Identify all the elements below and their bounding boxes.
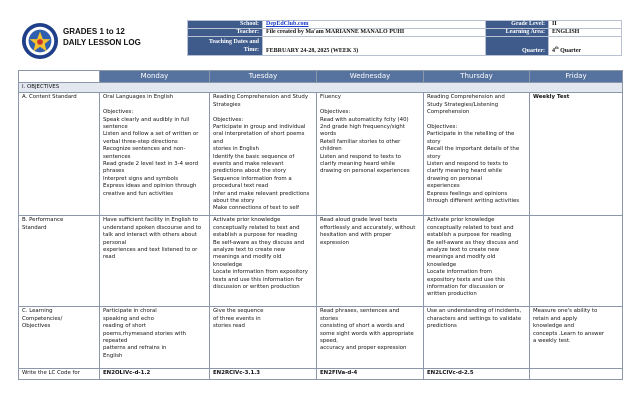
learning-competencies-thursday-line: predictions xyxy=(427,323,457,330)
content-standard-tuesday-line: procedural text read xyxy=(213,183,269,190)
lesson-log-table xyxy=(18,70,623,380)
quarter-value xyxy=(549,37,622,56)
performance-standard-monday-line: experiences and text listened to or xyxy=(103,247,198,254)
learning-competencies-row xyxy=(19,307,623,369)
performance-standard-wednesday-line: Read aloud grade level texts xyxy=(320,217,398,224)
lc-code-label: Write the LC Code for xyxy=(19,369,100,379)
content-standard-thursday-line: story xyxy=(427,153,441,160)
content-standard-tuesday-line: events and make relevant xyxy=(213,161,284,168)
content-standard-thursday-line xyxy=(427,117,526,124)
learning-competencies-friday-line: concepts .Learn to answer xyxy=(533,330,605,337)
performance-standard-label-line: Standard xyxy=(22,224,47,231)
performance-standard-label-line: B. Performance xyxy=(22,217,64,224)
learning-competencies-friday-line: Measure one's ability to xyxy=(533,308,598,315)
school-label: School: xyxy=(188,21,263,29)
content-standard-tuesday-line: Infer and make relevant predictions xyxy=(213,190,310,197)
performance-standard-tuesday-line: Activate prior knowledge xyxy=(213,217,281,224)
performance-standard-tuesday-line: conceptually related to text and xyxy=(213,224,300,231)
performance-standard-monday-line: understand spoken discourse and to xyxy=(103,224,202,231)
learning-competencies-label-line: C. Learning xyxy=(22,308,53,315)
lc-code-thursday: EN2LCIVc-d-2.5 xyxy=(424,369,530,379)
teaching-dates-label xyxy=(188,37,263,56)
content-standard-tuesday-line: Objectives: xyxy=(213,116,244,123)
content-standard-monday-line: verbal three-step directions xyxy=(103,138,178,145)
content-standard-wednesday-line: Retell familiar stories to other xyxy=(320,138,401,145)
content-standard-thursday-line: experiences xyxy=(427,183,460,190)
learning-competencies-wednesday-line: consisting of short a words and xyxy=(320,323,405,330)
content-standard-wednesday-line: children xyxy=(320,146,342,153)
performance-standard-friday xyxy=(530,216,623,307)
day-header-thursday: Thursday xyxy=(424,71,530,83)
learning-competencies-monday-line: repeated xyxy=(103,338,128,345)
content-standard-wednesday-line xyxy=(320,102,420,109)
learning-competencies-friday-line: a weekly test. xyxy=(533,338,571,345)
content-standard-monday-line: sentences xyxy=(103,153,131,160)
performance-standard-tuesday-line: analyze text to create new xyxy=(213,247,286,254)
content-standard-tuesday-line: Strategies xyxy=(213,101,241,108)
performance-standard-row xyxy=(19,216,623,307)
learning-competencies-wednesday-line: speed, xyxy=(320,338,338,345)
day-header-tuesday: Tuesday xyxy=(210,71,317,83)
daily-lesson-log-page xyxy=(18,20,622,377)
content-standard-tuesday-line: about the story xyxy=(213,198,255,205)
corner-cell xyxy=(19,71,100,83)
performance-standard-thursday-line: establish a purpose for reading xyxy=(427,232,512,239)
performance-standard-thursday-line: Activate prior knowledge xyxy=(427,217,495,224)
content-standard-thursday-line: Objectives: xyxy=(427,124,458,131)
content-standard-wednesday-line: Listen and respond to texts to xyxy=(320,153,401,160)
content-standard-friday-line: Weekly Test xyxy=(533,94,570,101)
document-title xyxy=(63,26,141,48)
content-standard-tuesday-line: oral interpretation of short poems xyxy=(213,131,305,138)
content-standard-monday-line: Recognize sentences and non- xyxy=(103,146,186,153)
lc-code-friday xyxy=(530,369,623,379)
performance-standard-tuesday-line: knowledge xyxy=(213,261,243,268)
performance-standard-tuesday-line: Locate information from expository xyxy=(213,269,308,276)
title-line-1: GRADES 1 to 12 xyxy=(63,27,125,36)
title-line-2: DAILY LESSON LOG xyxy=(63,38,141,47)
content-standard-thursday-line: Study Strategies/Listening xyxy=(427,101,499,108)
teacher-label: Teacher: xyxy=(188,29,263,37)
content-standard-wednesday-line: drawing on personal experiences xyxy=(320,168,410,175)
performance-standard-thursday-line: knowledge xyxy=(427,261,457,268)
content-standard-monday-line xyxy=(103,102,206,109)
performance-standard-thursday-line: conceptually related to text and xyxy=(427,224,514,231)
lc-code-row xyxy=(19,369,623,379)
quarter-suffix: th xyxy=(555,45,559,50)
learning-competencies-monday-line: Participate in choral xyxy=(103,308,157,315)
performance-standard-tuesday-line: establish a purpose for reading xyxy=(213,232,298,239)
learning-competencies-friday xyxy=(530,307,623,369)
content-standard-tuesday-line: Identify the basic sequence of xyxy=(213,153,295,160)
day-header-monday: Monday xyxy=(100,71,210,83)
performance-standard-tuesday-line: meanings and modify old xyxy=(213,254,282,261)
learning-competencies-friday-line: retain and apply xyxy=(533,315,578,322)
performance-standard-thursday-line: written production xyxy=(427,291,477,298)
content-standard-thursday-line: drawing on personal xyxy=(427,175,483,182)
content-standard-thursday-line: Comprehension xyxy=(427,109,470,116)
content-standard-thursday-line: Listen and respond to texts to xyxy=(427,161,508,168)
content-standard-tuesday-line: and xyxy=(213,138,224,145)
performance-standard-monday-line: talk and interact with others about xyxy=(103,232,197,239)
content-standard-monday-line: Speak clearly and audibly in full xyxy=(103,116,190,123)
learning-competencies-wednesday-line: stories xyxy=(320,315,339,322)
performance-standard-wednesday-line: effortlessly and accurately, without xyxy=(320,224,416,231)
content-standard-tuesday-line: Make connections of text to self xyxy=(213,205,300,212)
performance-standard-thursday-line: information for discussion or xyxy=(427,284,505,291)
content-standard-thursday-line: through different writing activities xyxy=(427,198,520,205)
header xyxy=(18,20,622,65)
performance-standard-monday-line: personal xyxy=(103,239,127,246)
content-standard-wednesday-line: 2nd grade high frequency/sight xyxy=(320,124,405,131)
content-standard-thursday-line: Participate in the retelling of the xyxy=(427,131,515,138)
performance-standard-thursday-line: analyze text to create new xyxy=(427,247,500,254)
section-objectives-title: I. OBJECTIVES xyxy=(19,83,623,93)
learning-competencies-monday-line: English xyxy=(103,352,123,359)
content-standard-tuesday-line: predictions about the story xyxy=(213,168,287,175)
content-standard-monday-line: Listen and follow a set of written or xyxy=(103,131,199,138)
content-standard-monday xyxy=(100,93,210,216)
learning-competencies-friday-line: knowledge and xyxy=(533,323,575,330)
learning-competencies-wednesday-line: Read phrases, sentences and xyxy=(320,308,400,315)
performance-standard-wednesday-line: hesitation and with proper xyxy=(320,232,392,239)
learning-competencies-tuesday-line: of three events in xyxy=(213,315,261,322)
content-standard-monday-line: Oral Languages in English xyxy=(103,94,174,101)
performance-standard-monday-line: read xyxy=(103,254,116,261)
performance-standard-label xyxy=(19,216,100,307)
quarter-label: Quarter: xyxy=(486,37,549,56)
lc-code-tuesday: EN2RCIVc-3.1.3 xyxy=(210,369,317,379)
performance-standard-thursday-line: Locate information from xyxy=(427,269,492,276)
learning-competencies-thursday xyxy=(424,307,530,369)
deped-seal-icon xyxy=(21,22,59,60)
content-standard-monday-line: phrases xyxy=(103,168,125,175)
content-standard-tuesday-line: Reading Comprehension and Study xyxy=(213,94,309,101)
learning-competencies-thursday-line: characters and settings to validate xyxy=(427,315,522,322)
learning-area-label: Learning Area: xyxy=(486,29,549,37)
content-standard-monday-line: Interpret signs and symbols xyxy=(103,175,179,182)
learning-competencies-wednesday-line: some sight words with appropriate xyxy=(320,330,414,337)
quarter-number: 4 xyxy=(552,48,555,54)
performance-standard-monday-line: Have sufficient facility in English to xyxy=(103,217,198,224)
content-standard-tuesday-line: Sequence information from a xyxy=(213,175,292,182)
learning-competencies-monday-line: patterns and refrains in xyxy=(103,345,167,352)
performance-standard-tuesday-line: Be self-aware as they discuss and xyxy=(213,239,305,246)
section-objectives-row xyxy=(19,83,623,93)
content-standard-tuesday-line: Participate in group and individual xyxy=(213,124,306,131)
learning-competencies-tuesday-line: stories read xyxy=(213,323,245,330)
content-standard-thursday-line: story xyxy=(427,138,441,145)
content-standard-tuesday-line xyxy=(213,109,313,116)
performance-standard-monday xyxy=(100,216,210,307)
content-standard-monday-line: Read grade 2 level text in 3-4 word xyxy=(103,161,199,168)
content-standard-monday-line: creative and fun activities xyxy=(103,190,174,197)
teaching-dates-label-line-1: Teaching Dates and xyxy=(208,39,259,45)
content-standard-wednesday-line: Fluency xyxy=(320,94,341,101)
content-standard-monday-line: sentence xyxy=(103,124,128,131)
content-standard-label xyxy=(19,93,100,216)
content-standard-wednesday-line: words xyxy=(320,131,337,138)
lc-code-monday: EN2OLIVc-d-1.2 xyxy=(100,369,210,379)
performance-standard-thursday-line: expository texts and use this xyxy=(427,276,506,283)
teaching-dates-label-line-2: Time: xyxy=(243,47,259,53)
content-standard-thursday xyxy=(424,93,530,216)
content-standard-tuesday xyxy=(210,93,317,216)
day-header-wednesday: Wednesday xyxy=(317,71,424,83)
day-header-row xyxy=(19,71,623,83)
performance-standard-tuesday-line: texts and use this information for xyxy=(213,276,304,283)
learning-competencies-wednesday xyxy=(317,307,424,369)
learning-competencies-monday-line: poems,rhymesand stories with xyxy=(103,330,186,337)
performance-standard-wednesday xyxy=(317,216,424,307)
teaching-dates-value: FEBRUARY 24-28, 2025 (WEEK 3) xyxy=(263,37,486,56)
performance-standard-tuesday-line: discussion or written production xyxy=(213,284,300,291)
learning-competencies-wednesday-line: accuracy and proper expression xyxy=(320,345,407,352)
grade-level-label: Grade Level: xyxy=(486,21,549,29)
performance-standard-thursday xyxy=(424,216,530,307)
school-value[interactable]: DepEdClub.com xyxy=(263,21,486,29)
performance-standard-wednesday-line: expression xyxy=(320,239,350,246)
content-standard-monday-line: Objectives: xyxy=(103,109,134,116)
header-info-table xyxy=(187,20,622,56)
learning-competencies-label-line: Competencies/ xyxy=(22,315,63,322)
learning-competencies-monday xyxy=(100,307,210,369)
learning-competencies-tuesday-line: Give the sequence xyxy=(213,308,264,315)
content-standard-friday xyxy=(530,93,623,216)
content-standard-monday-line: Express ideas and opinion through xyxy=(103,183,197,190)
learning-competencies-monday-line: speaking and echo xyxy=(103,315,154,322)
learning-competencies-thursday-line: Use an understanding of incidents, xyxy=(427,308,522,315)
grade-level-value: II xyxy=(549,21,622,29)
content-standard-thursday-line: Express feelings and opinions xyxy=(427,190,508,197)
learning-area-value: ENGLISH xyxy=(549,29,622,37)
learning-competencies-label xyxy=(19,307,100,369)
content-standard-label-line: A. Content Standard xyxy=(22,94,77,101)
lc-code-wednesday: EN2FIVa-d-4 xyxy=(317,369,424,379)
teacher-value: File created by Ma'am MARIANNE MANALO PUHI xyxy=(263,29,486,37)
quarter-word: Quarter xyxy=(558,48,582,54)
content-standard-tuesday-line: stories in English xyxy=(213,146,259,153)
content-standard-thursday-line: Recall the important details of the xyxy=(427,146,520,153)
content-standard-thursday-line: clarify meaning heard while xyxy=(427,168,502,175)
content-standard-wednesday xyxy=(317,93,424,216)
content-standard-wednesday-line: Read with automaticity fcity (40) xyxy=(320,116,409,123)
performance-standard-thursday-line: Be self-aware as they discuss and xyxy=(427,239,519,246)
content-standard-wednesday-line: Objectives: xyxy=(320,109,351,116)
day-header-friday: Friday xyxy=(530,71,623,83)
learning-competencies-monday-line: reading of short xyxy=(103,323,146,330)
content-standard-thursday-line: Reading Comprehension and xyxy=(427,94,505,101)
learning-competencies-tuesday xyxy=(210,307,317,369)
content-standard-wednesday-line: clarify meaning heard while xyxy=(320,161,395,168)
performance-standard-thursday-line: meanings and modify old xyxy=(427,254,496,261)
performance-standard-tuesday xyxy=(210,216,317,307)
learning-competencies-label-line: Objectives xyxy=(22,323,51,330)
content-standard-row xyxy=(19,93,623,216)
